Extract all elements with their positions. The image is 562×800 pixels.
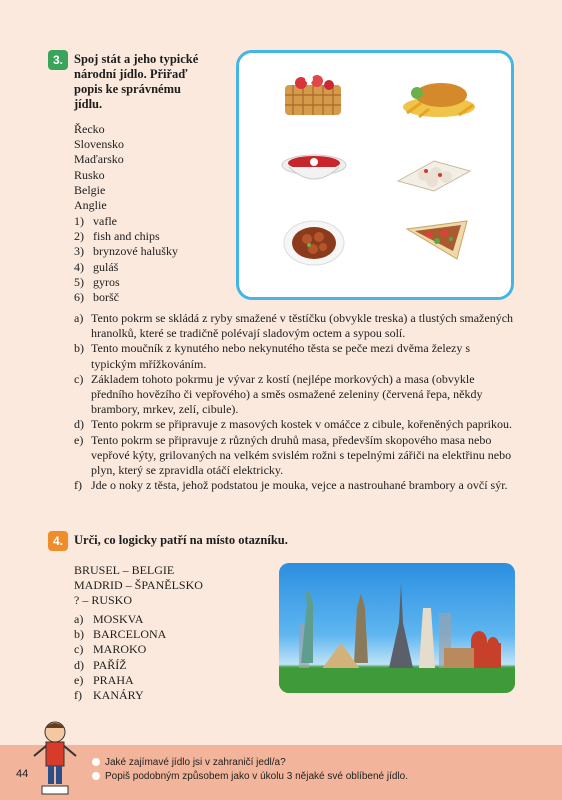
description-item: a) Tento pokrm se skládá z ryby smažené v těstíčku (obvykle treska) a tlustých smažených hranolků, které se tradičně polévají sladovým octem a sypou solí.: [74, 311, 514, 341]
heading-line: popis ke správnému: [74, 82, 181, 96]
answer-option: a) MOSKVA: [74, 612, 144, 626]
description-item: b) Tento moučník z kynutého nebo nekynutého těsta se peče mezi dvěma železy s typickým mřížkováním.: [74, 341, 471, 371]
food-item: 5) gyros: [74, 274, 120, 289]
answer-option: c) MAROKO: [74, 642, 147, 657]
task-number-badge: 3.: [48, 50, 68, 70]
answer-option: b) BARCELONA: [74, 627, 167, 642]
description-item: d) Tento pokrm se připravuje z masových kostek v omáčce z cibule, kořeněných paprikou.: [74, 417, 513, 432]
description-item: c) Základem tohoto pokrmu je vývar z kostí (nejlépe morkových) a masa (obvykle předního hovězího či vepřového) a směs osmažené zeleniny (červená řepa, někdy brambory, mrkev, zelí, cibule).: [74, 371, 483, 417]
answer-options: [74, 612, 166, 703]
analogy-pair: MADRID – ŠPANĚLSKO: [74, 578, 203, 593]
answer-option: d) PAŘÍŽ: [74, 657, 127, 672]
waffle-image: [279, 71, 349, 123]
answer-option: e) PRAHA: [74, 672, 134, 687]
goulash-image: [279, 213, 349, 269]
heading-line: národní jídlo. Přiřaď: [74, 67, 188, 81]
bullet-icon: [92, 772, 100, 780]
gyros-image: [397, 213, 477, 269]
task-number-badge: 4.: [48, 531, 68, 551]
food-item: 1) vafle: [74, 214, 117, 228]
country-item: Anglie: [74, 198, 107, 213]
analogy-pair: ? – RUSKO: [74, 593, 133, 608]
food-list: [74, 214, 178, 305]
task-heading: Urči, co logicky patří na místo otazníku.: [74, 533, 288, 547]
country-item: Belgie: [74, 182, 106, 197]
country-item: Rusko: [74, 167, 105, 182]
country-item: Maďarsko: [74, 152, 124, 167]
food-image-panel: [236, 50, 514, 300]
country-item: Slovensko: [74, 137, 125, 152]
country-item: Řecko: [74, 122, 105, 136]
food-item: 6) boršč: [74, 290, 119, 305]
page-number: 44: [16, 768, 29, 780]
task-heading: [74, 52, 234, 112]
food-item: 4) guláš: [74, 259, 119, 274]
fish-and-chips-image: [399, 73, 479, 123]
answer-option: f) KANÁRY: [74, 688, 144, 703]
analogy-pairs: [74, 563, 203, 609]
analogy-pair: BRUSEL – BELGIE: [74, 563, 175, 577]
heading-line: jídlu.: [74, 97, 103, 111]
description-item: e) Tento pokrm se připravuje z různých druhů masa, především skopového masa nebo vepřové kýty, grilovaných na velkém svislém rožni s tepelnými zářiči na elektřinu nebo plyn, který se zpravidla otáčí elektricky.: [74, 432, 512, 478]
dumplings-image: [394, 147, 474, 195]
heading-line: Spoj stát a jeho typické: [74, 52, 199, 66]
food-item: 3) brynzové halušky: [74, 244, 178, 259]
food-item: 2) fish and chips: [74, 229, 160, 244]
description-list: [74, 311, 514, 493]
landmarks-illustration: [279, 563, 515, 693]
cartoon-boy-illustration: [30, 718, 80, 798]
description-item: f) Jde o noky z těsta, jehož podstatou je mouka, vejce a nastrouhané brambory a ovčí sýr.: [74, 478, 508, 493]
world-landmarks-image: [279, 563, 515, 693]
bullet-icon: [92, 758, 100, 766]
borscht-image: [279, 143, 349, 191]
footer-question: Jaké zajímavé jídlo jsi v zahraničí jedl/a?: [92, 757, 286, 768]
country-list: [74, 122, 124, 213]
footer-question: Popiš podobným způsobem jako v úkolu 3 nějaké své oblíbené jídlo.: [92, 771, 408, 782]
